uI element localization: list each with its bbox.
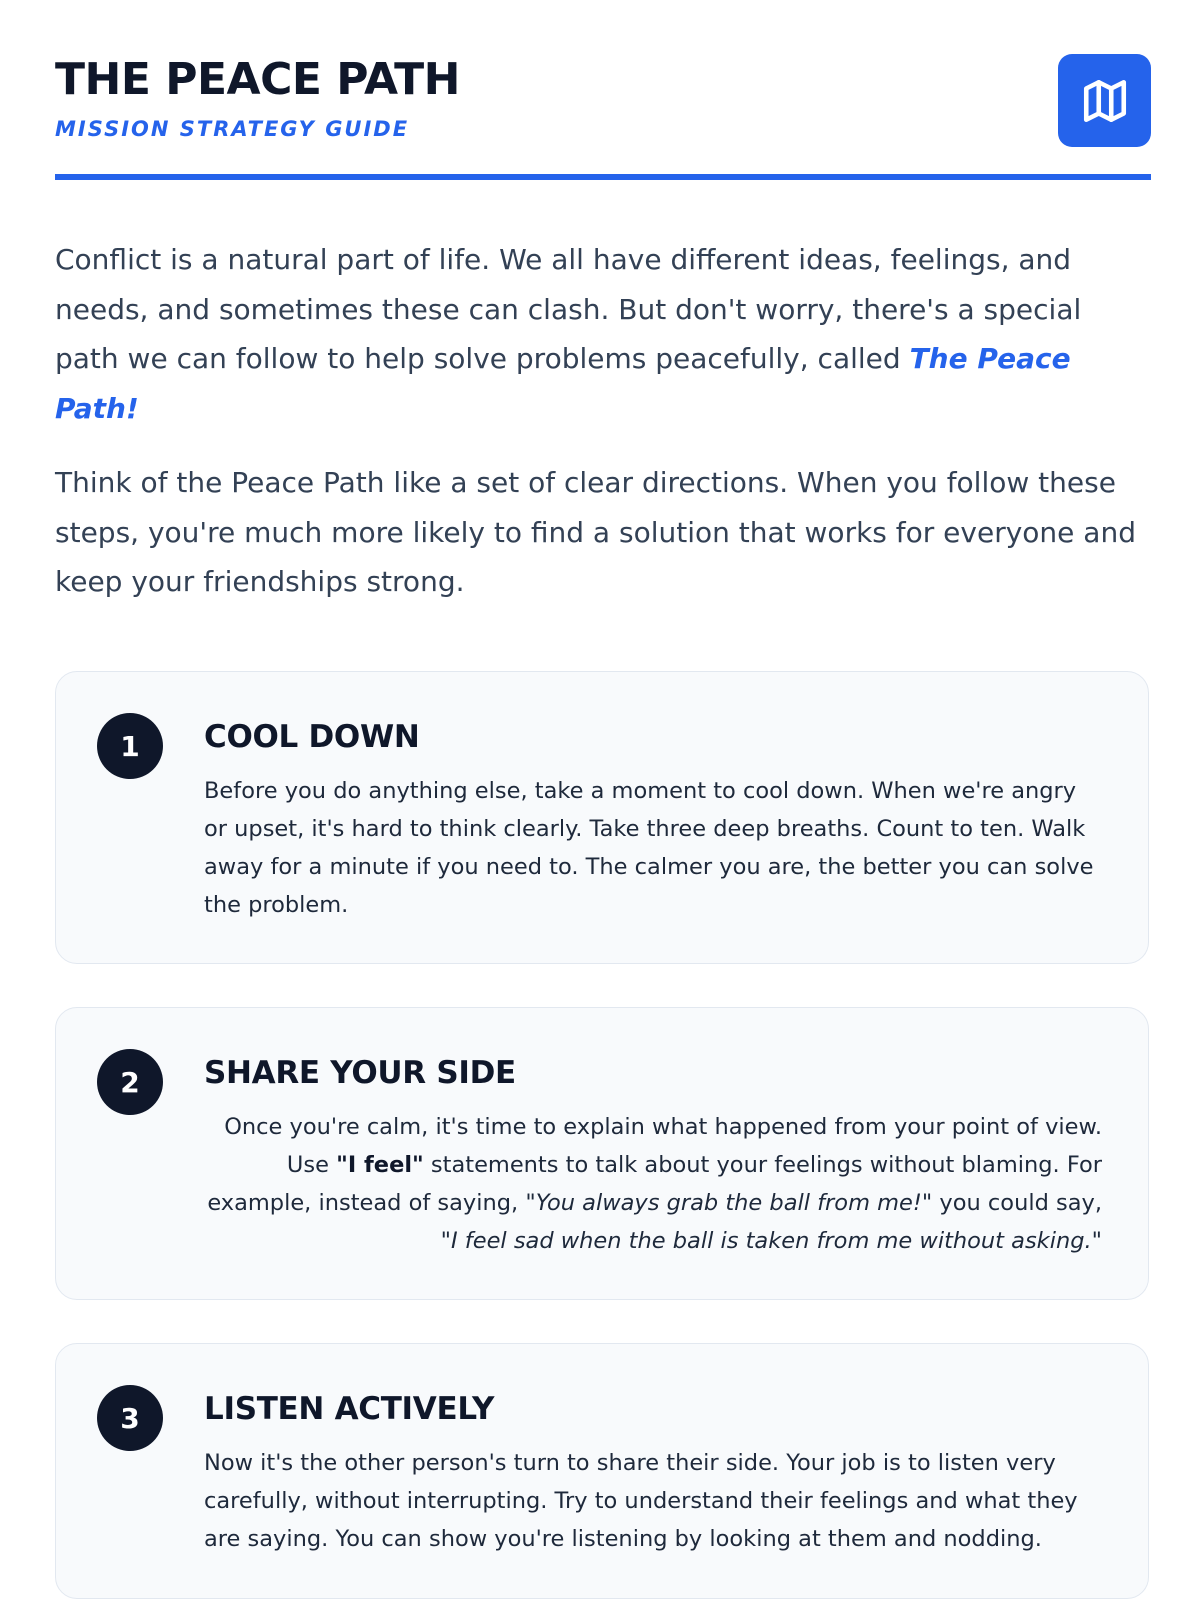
page xyxy=(55,0,1151,1552)
step-card-listen-actively xyxy=(55,1343,1149,1599)
step-title: LISTEN ACTIVELY xyxy=(204,1391,495,1427)
step-body: Now it's the other person's turn to share their side. Your job is to listen very carefully, without interrupting. Try to understand their feelings and what they are saying. You can show you're listening by looking at them and nodding. xyxy=(204,1450,1078,1552)
page-subtitle: MISSION STRATEGY GUIDE xyxy=(55,117,410,141)
example-i-feel-quote: "I feel sad when the ball is taken from me without asking." xyxy=(440,1228,1102,1254)
intro-paragraph-2: Think of the Peace Path like a set of clear directions. When you follow these steps, you're much more likely to find a solution that works for everyone and keep your friendships strong. xyxy=(55,466,1136,598)
step-number-badge: 3 xyxy=(97,1385,163,1451)
map-icon xyxy=(1080,76,1130,126)
i-feel-emphasis: "I feel" xyxy=(336,1152,424,1178)
header-divider xyxy=(55,174,1151,180)
step-body-text: you could say, xyxy=(932,1190,1102,1216)
peace-path-highlight: The Peace Path! xyxy=(55,342,1071,425)
step-number-badge: 2 xyxy=(97,1049,163,1115)
example-blaming-quote: "You always grab the ball from me!" xyxy=(525,1190,933,1216)
page-title: THE PEACE PATH xyxy=(55,54,460,105)
intro xyxy=(55,235,1151,632)
intro-text-1: Conflict is a natural part of life. We all have different ideas, feelings, and needs, and sometimes these can clash. But don't worry, there's a special path we can follow to help solve problems peacefully, called xyxy=(55,243,1082,375)
step-body: Before you do anything else, take a moment to cool down. When we're angry or upset, it's hard to think clearly. Take three deep breaths. Count to ten. Walk away for a minute if you need to. The calmer you are, the better you can solve the problem. xyxy=(204,778,1094,918)
map-button[interactable] xyxy=(1058,54,1151,147)
step-card-cool-down xyxy=(55,671,1149,964)
step-number-badge: 1 xyxy=(97,713,163,779)
step-card-share-your-side xyxy=(55,1007,1149,1300)
step-title: SHARE YOUR SIDE xyxy=(204,1055,516,1091)
step-body xyxy=(202,1108,1102,1260)
step-body-text: statements to talk about your feelings without blaming. For example, instead of saying, xyxy=(207,1152,1102,1216)
step-body-text: Once you're calm, it's time to explain what happened from your point of view. Use xyxy=(224,1114,1102,1178)
header xyxy=(55,0,1151,182)
step-title: COOL DOWN xyxy=(204,719,420,755)
intro-paragraph-1 xyxy=(55,235,1151,433)
